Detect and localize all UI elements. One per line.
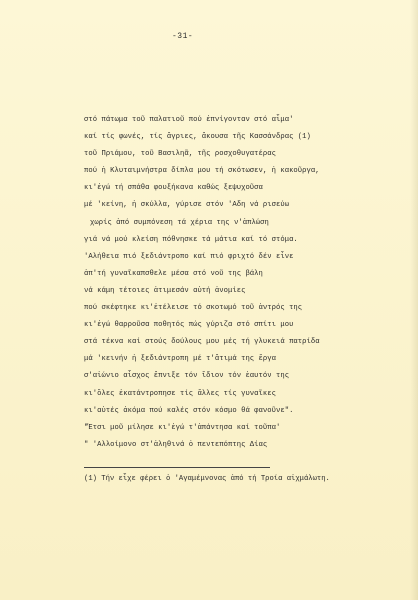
- text-line: πού σκέφτηκε κι'ἐτέλεισε τό σκοτωμό τοῦ ἀντρός της: [84, 304, 303, 313]
- text-line: ἀπ'τή γυναῖκαπσθελε μέσα στό νοῦ της βάλη: [84, 269, 263, 278]
- text-line: μέ 'κείνη, ἡ σκύλλα, γύρισε στόν 'Αδη νά ρισεύω: [84, 201, 290, 210]
- text-line: πού ἡ Κλυταιμνήστρα δίπλα μου τή σκότωσεν, ἡ κακοῦργα,: [84, 167, 320, 176]
- text-line: " 'Αλλοίμονο στ'ἀληθινά ὁ πεντεπόπτης Δίας: [84, 440, 268, 449]
- text-line: γιά νά μού κλείση πόθνησκε τά μάτια καί τό στόμα.: [84, 235, 298, 244]
- text-line: νά κάμη τέτοιες ἀτιμεσάν αὐτή ἀνομίες: [84, 286, 246, 295]
- text-line: στό πάτωμα τοῦ παλατιοῦ πού ἐπνίγονταν στό αἷμα': [84, 116, 294, 124]
- text-line: στά τέκνα καί στούς δούλους μου μές τή γλυκειά πατρίδα: [84, 338, 320, 347]
- text-line: χωρίς ἀπό συμπόνεση τά χέρια της ν'ἁπλώση: [90, 218, 269, 227]
- footnote-divider: [84, 467, 270, 468]
- text-line: 'Αλήθεια πιό ξεδιάντροπο καί πιό φριχτό δέν εἶνε: [84, 252, 294, 261]
- footnote: (1) Τήν εἶχε φέρει ὁ 'Αγαμέμνονας ἀπό τή Τροία αἰχμάλωτη.: [84, 475, 330, 483]
- page-edge-shadow: [410, 0, 418, 600]
- text-line: μά 'κεινήν ἡ ξεδιάντροπη μέ τ'ἄτιμά της ἔργα: [84, 355, 276, 364]
- text-line: κι'αὐτές ἀκόμα πού καλές στόν κόσμο θά φανοῦνε".: [84, 406, 294, 415]
- poem-body: [84, 112, 384, 454]
- page-number: -31-: [172, 32, 194, 41]
- text-line: "Ἔτσι μοῦ μίλησε κι'ἐγώ τ'ἀπάντησα καί τοῦπα': [84, 423, 281, 432]
- text-line: κι'ἐγώ θαρροῦσα ποθητός πώς γύριζα στό σπίτι μου: [84, 321, 294, 330]
- text-line: τοῦ Πριάμου, τοῦ Βασιληᾶ, τῆς ροσχοθυγατέρας: [84, 150, 276, 159]
- text-line: κι'ὅλες ἐκατάντροπησε τίς ἄλλες τίς γυναῖκες: [84, 389, 276, 398]
- text-line: κι'ἐγώ τή σπάθα φουξήκανα καθώς ξεψυχοῦσα: [84, 184, 263, 193]
- text-line: καί τίς φωνές, τίς ἄγριες, ἄκουσα τῆς Κασσάνδρας (1): [84, 133, 311, 142]
- text-line: σ'αἰώνιο αἶσχος ἔπνιξε τόν ἴδιον τόν ἑαυτόν της: [84, 372, 290, 381]
